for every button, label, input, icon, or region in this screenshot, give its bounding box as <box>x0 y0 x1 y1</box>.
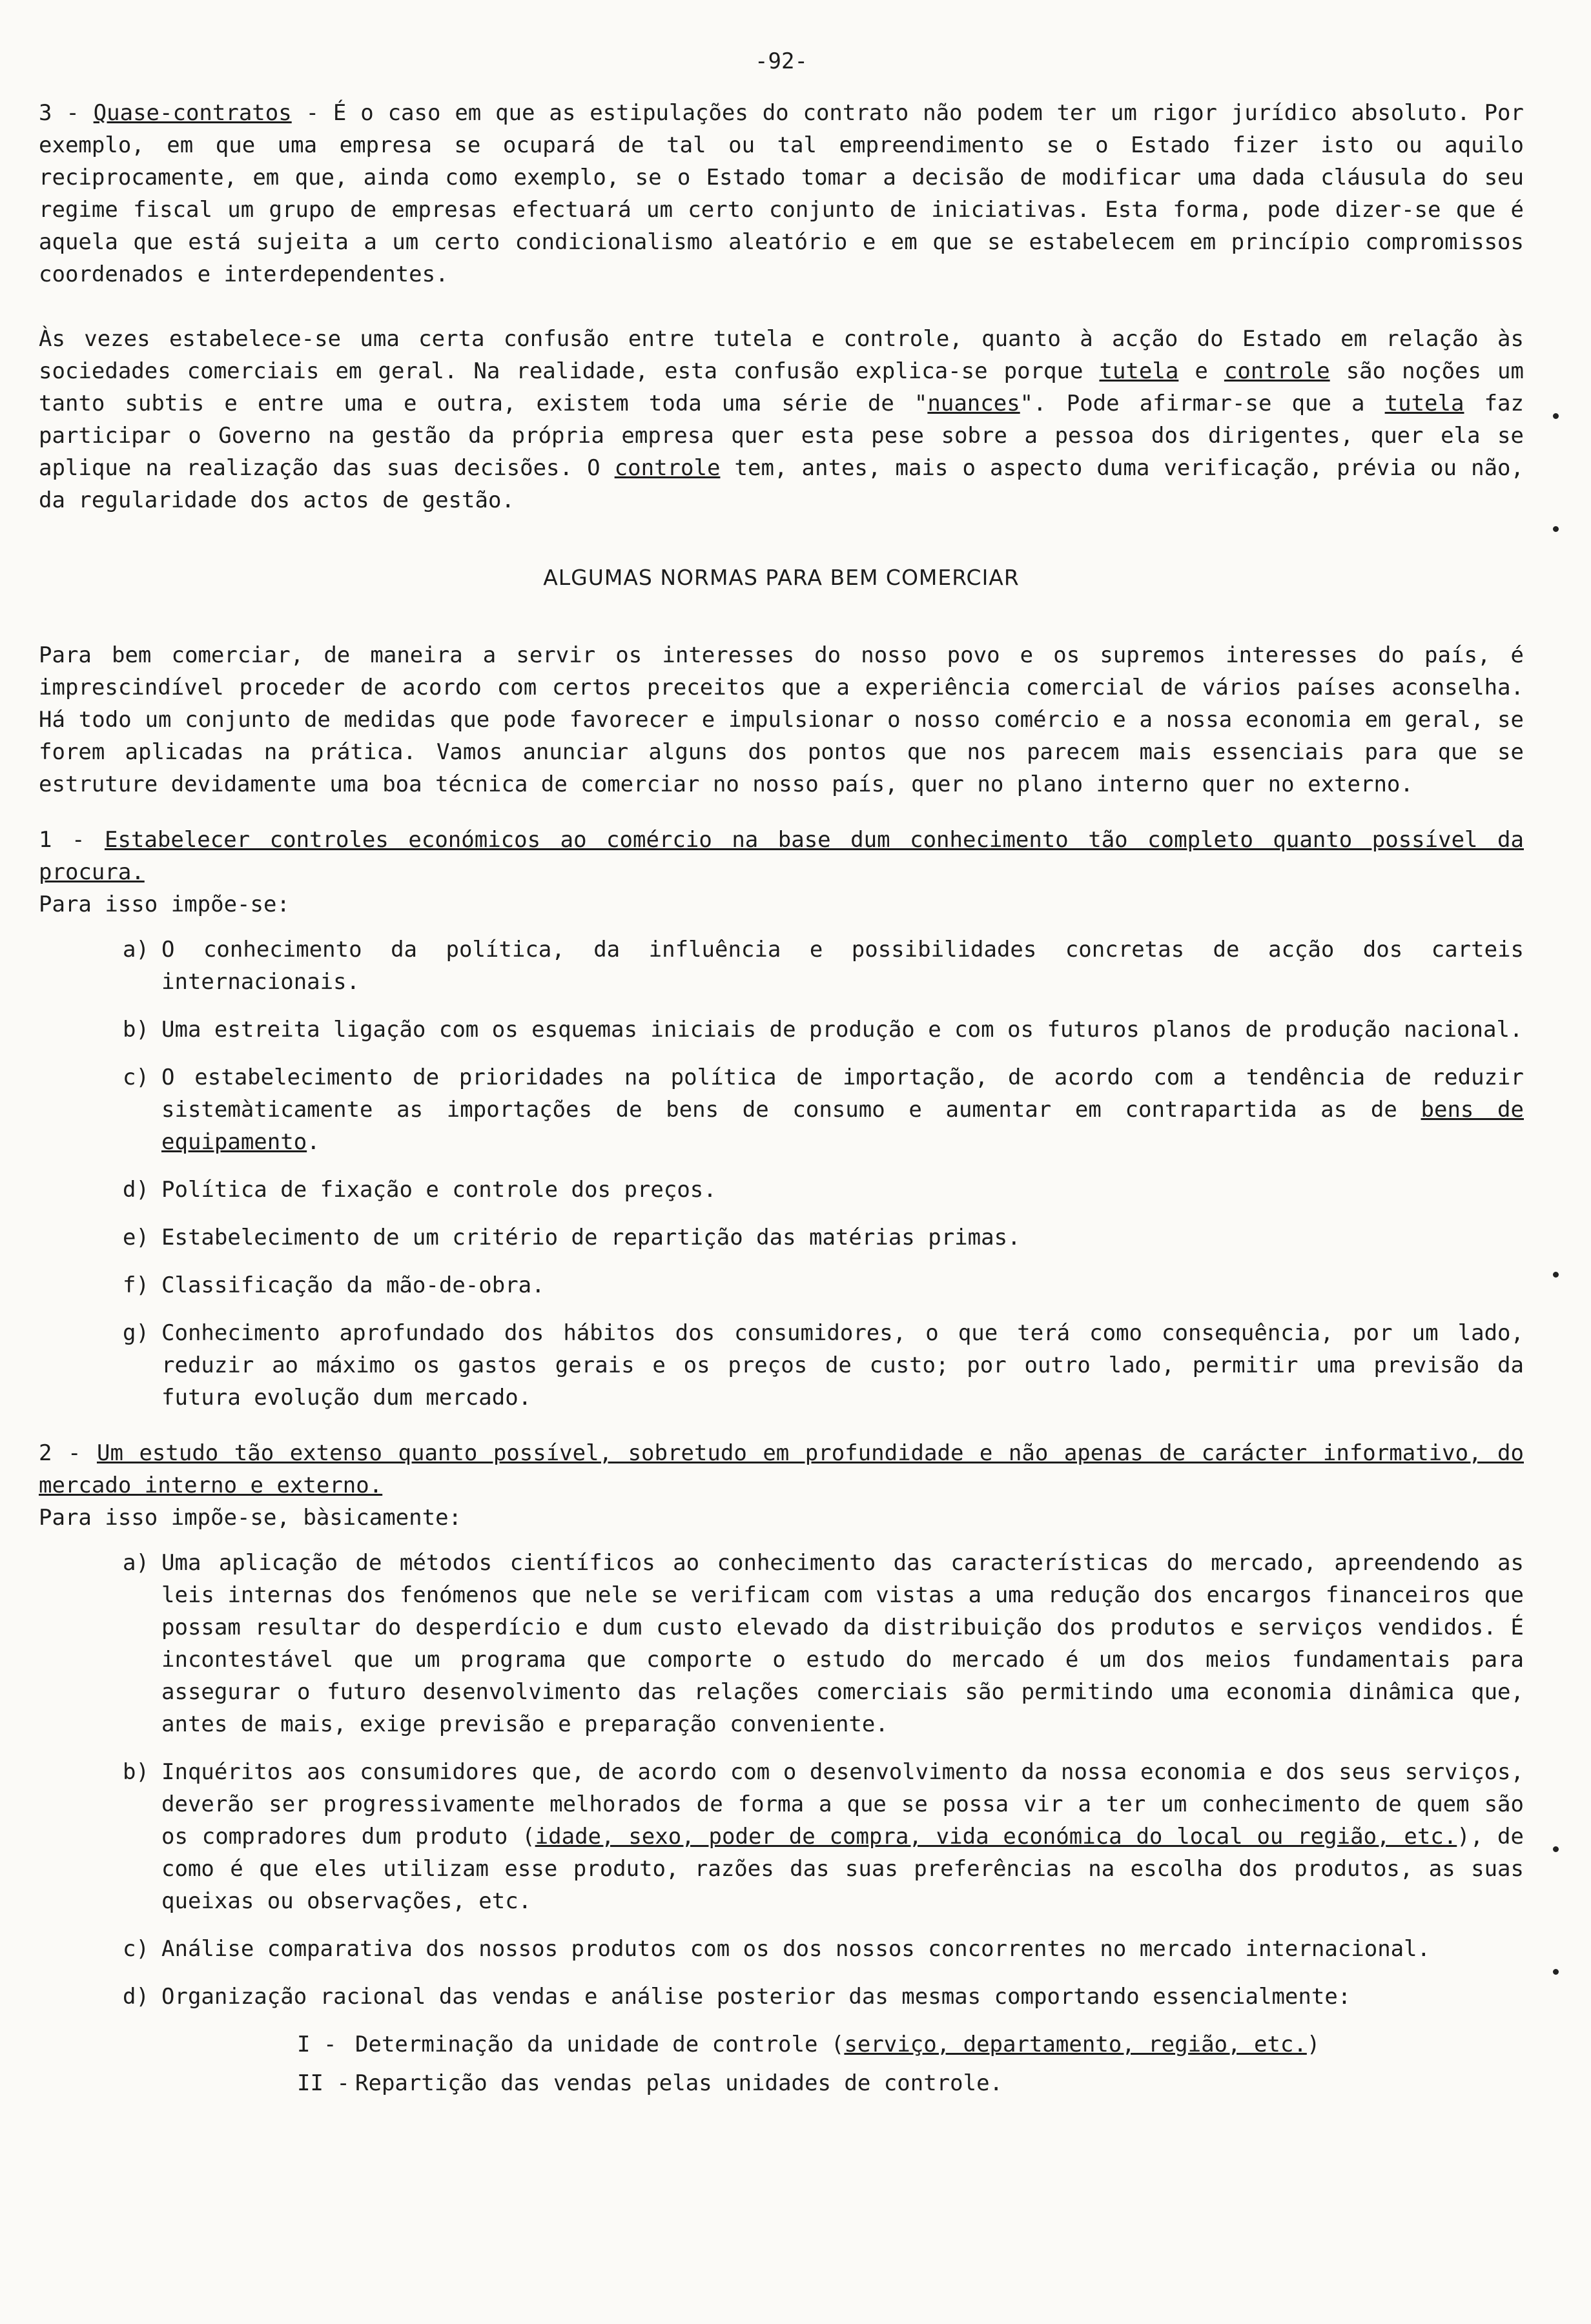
section-2 <box>39 1437 1524 2099</box>
term-consumer-attributes: idade, sexo, poder de compra, vida económica do local ou região, etc. <box>535 1824 1457 1850</box>
text-run: O estabelecimento de prioridades na política de importação, de acordo com a tendência de reduzir sistemàticamente as importações de bens de consumo e aumentar em contrapartida as de <box>161 1065 1524 1123</box>
item-text: Uma estreita ligação com os esquemas iniciais de produção e com os futuros planos de produção nacional. <box>161 1017 1523 1043</box>
document-page <box>39 39 1524 2106</box>
text-run: tem, antes, mais o aspecto duma verificação, prévia ou não, da regularidade dos actos de gestão. <box>39 455 1524 513</box>
scan-speck <box>1553 1969 1559 1975</box>
term-controle: controle <box>614 455 721 481</box>
item-text: Política de fixação e controle dos preços. <box>161 1177 717 1203</box>
item-label: d) <box>123 1177 149 1203</box>
list-item <box>123 1933 1524 1965</box>
section-2-list <box>39 1547 1524 2013</box>
item-text: Uma aplicação de métodos científicos ao conhecimento das características do mercado, apreendendo as leis internas dos fenómenos que nele se verificam com vistas a uma redução dos encargos financeiros que possam resultar do desperdício e dum custo elevado da distribuição dos produtos e serviços vendidos. É incontestável que um programa que comporte o estudo do mercado é um dos meios fundamentais para assegurar o futuro desenvolvimento das relações comerciais são permitindo uma economia dinâmica que, antes de mais, exige previsão e preparação conveniente. <box>161 1550 1524 1737</box>
list-item <box>123 1547 1524 1740</box>
scan-speck <box>1553 413 1559 419</box>
item-label: f) <box>123 1272 149 1298</box>
item-label: b) <box>123 1759 149 1785</box>
text-run: Inquéritos aos consumidores que, de acordo com o desenvolvimento da nossa economia e dos seus serviços, deverão ser progressivamente melhorados de forma a que se possa vir a ter um conhecimento de quem são os compradores dum produto ( <box>161 1759 1524 1850</box>
term-control-units: serviço, departamento, região, etc. <box>844 2032 1307 2057</box>
section-2-intro: Para isso impõe-se, bàsicamente: <box>39 1505 462 1531</box>
paragraph-quase-contratos <box>39 97 1524 290</box>
sub-item-label: I - <box>297 2032 337 2057</box>
text-run: faz participar o Governo na gestão da própria empresa quer esta pese sobre a pessoa dos dirigentes, quer ela se aplique na realização das suas decisões. O <box>39 391 1524 481</box>
item-text: Conhecimento aprofundado dos hábitos dos consumidores, o que terá como consequência, por um lado, reduzir ao máximo os gastos gerais e os preços de custo; por outro lado, permitir uma previsão da futura evolução dum mercado. <box>161 1320 1524 1411</box>
text-run: . <box>307 1129 320 1155</box>
section-1-list <box>39 933 1524 1414</box>
item-label: g) <box>123 1320 149 1346</box>
sub-item <box>297 2067 1524 2099</box>
list-item <box>123 1981 1524 2013</box>
item-label: c) <box>123 1065 149 1090</box>
list-item <box>123 1269 1524 1301</box>
section-1 <box>39 824 1524 1414</box>
section-1-title <box>39 824 1524 888</box>
list-item <box>123 933 1524 998</box>
item-text <box>161 1756 1524 1917</box>
text-run: Determinação da unidade de controle ( <box>355 2032 845 2057</box>
section-title: Um estudo tão extenso quanto possível, sobretudo em profundidade e não apenas de carácter informativo, do mercado interno e externo. <box>39 1440 1524 1498</box>
item-text: Estabelecimento de um critério de repartição das matérias primas. <box>161 1225 1021 1250</box>
section-number: 1 - <box>39 827 105 853</box>
item-label: a) <box>123 1550 149 1576</box>
term-bens-de-equipamento: bens de equipamento <box>161 1097 1524 1155</box>
list-item <box>123 1061 1524 1158</box>
text-run: Às vezes estabelece-se uma certa confusão entre tutela e controle, quanto à acção do Estado em relação às sociedades comerciais em geral. Na realidade, esta confusão explica-se porque <box>39 326 1524 384</box>
term-tutela: tutela <box>1099 358 1179 384</box>
paragraph-bem-comerciar: Para bem comerciar, de maneira a servir os interesses do nosso povo e os supremos interesses do país, é imprescindível proceder de acordo com certos preceitos que a experiência comercial de vários países aconselha. Há todo um conjunto de medidas que pode favorecer e impulsionar o nosso comércio e a nossa economia em geral, se forem aplicadas na prática. Vamos anunciar alguns dos pontos que nos parecem mais essenciais para que se estruture devidamente uma boa técnica de comerciar no nosso país, quer no plano interno quer no externo. <box>39 642 1524 797</box>
section-2-title <box>39 1437 1524 1502</box>
section-title: Estabelecer controles económicos ao comércio na base dum conhecimento tão completo quanto possível da procura. <box>39 827 1524 885</box>
list-item <box>123 1174 1524 1206</box>
term-tutela: tutela <box>1384 391 1464 416</box>
item-label: e) <box>123 1225 149 1250</box>
list-item <box>123 1756 1524 1917</box>
section-heading: ALGUMAS NORMAS PARA BEM COMERCIAR <box>543 565 1020 590</box>
page-number: -92- <box>755 48 808 74</box>
text-run: ". Pode afirmar-se que a <box>1020 391 1385 416</box>
item-text: Classificação da mão-de-obra. <box>161 1272 545 1298</box>
section-number: 2 - <box>39 1440 97 1466</box>
sub-item-text <box>355 2028 1320 2061</box>
item-label: a) <box>123 937 149 963</box>
sub-item <box>297 2028 1524 2061</box>
sub-item-text: Repartição das vendas pelas unidades de controle. <box>355 2070 1003 2096</box>
term-nuances: nuances <box>927 391 1020 416</box>
paragraph-text: - É o caso em que as estipulações do contrato não podem ter um rigor jurídico absoluto. Por exemplo, em que uma empresa se ocupará de tal ou tal empreendimento se o Estado fizer isto ou aquilo reciprocamente, em que, ainda como exemplo, se o Estado tomar a decisão de modificar uma dada cláusula do seu regime fiscal um grupo de empresas efectuará um certo conjunto de iniciativas. Esta forma, pode dizer-se que é aquela que está sujeita a um certo condicionalismo aleatório e em que se estabelecem em princípio compromissos coordenados e interdependentes. <box>39 100 1524 287</box>
item-text <box>161 1061 1524 1158</box>
paragraph-tutela-controle <box>39 323 1524 516</box>
section-1-intro: Para isso impõe-se: <box>39 892 290 917</box>
item-text: Análise comparativa dos nossos produtos com os dos nossos concorrentes no mercado internacional. <box>161 1936 1431 1962</box>
text-run: são noções um tanto subtis e entre uma e outra, existem toda uma série de " <box>39 358 1524 416</box>
item-number: 3 - <box>39 100 94 126</box>
term-quase-contratos: Quase-contratos <box>93 100 292 126</box>
item-label: b) <box>123 1017 149 1043</box>
scan-speck <box>1553 526 1559 532</box>
scan-speck <box>1553 1846 1559 1852</box>
item-text: O conhecimento da política, da influência e possibilidades concretas de acção dos carteis internacionais. <box>161 937 1524 995</box>
sub-item-label: II - <box>297 2070 350 2096</box>
text-run: e <box>1178 358 1224 384</box>
item-text: Organização racional das vendas e análise posterior das mesmas comportando essencialmente: <box>161 1984 1351 2010</box>
list-item <box>123 1014 1524 1046</box>
list-item <box>123 1317 1524 1414</box>
scan-speck <box>1553 1272 1559 1278</box>
item-label: c) <box>123 1936 149 1962</box>
list-item <box>123 1221 1524 1254</box>
text-run: ) <box>1306 2032 1320 2057</box>
item-label: d) <box>123 1984 149 2010</box>
text-run: ), de como é que eles utilizam esse produto, razões das suas preferências na escolha dos produtos, as suas queixas ou observações, etc. <box>161 1824 1524 1914</box>
term-controle: controle <box>1224 358 1330 384</box>
